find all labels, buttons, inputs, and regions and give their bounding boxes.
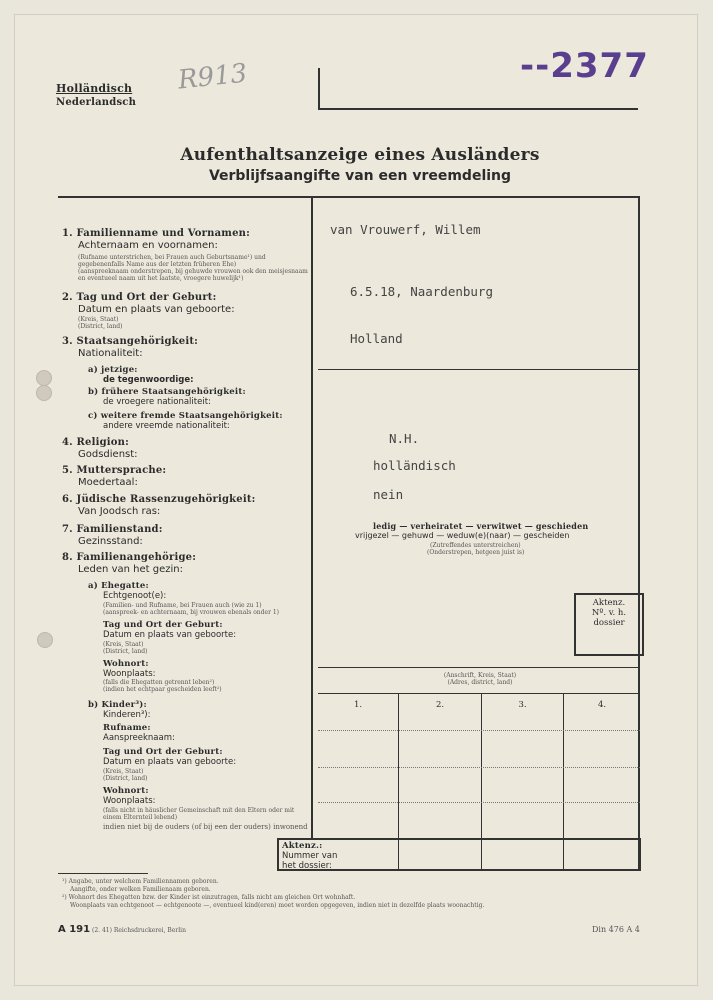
header-bracket-vertical [318,68,320,110]
field-3b-label-de: b) frühere Staatsangehörigkeit: [88,387,246,397]
punch-hole-mid [36,385,52,401]
right-border [638,196,640,870]
value-religion: N.H. [389,431,420,446]
children-guide-1 [318,730,640,731]
language-label-nl: Nederlandsch [56,97,137,108]
field-2-label-nl: Datum en plaats van geboorte: [78,304,235,315]
value-language: holländisch [373,458,456,473]
field-8a-birth-note-de: (Kreis, Staat) [103,641,144,648]
field-1-note-de: (Rufname unterstrichen, bei Frauen auch Geburtsname¹) und gegebenenfalls Name aus der letzten früheren Ehe) [78,254,266,268]
title-nl: Verblijfsaangifte van een vreemdeling [208,168,512,184]
field-8b-label-de: b) Kinder³): [88,700,147,710]
pencil-note: R913 [176,58,249,96]
file-number-box-nl1: Nº. v. h. [591,608,627,618]
field-8a-label-de: a) Ehegatte: [88,581,149,591]
field-4-label-de: 4. Religion: [62,437,130,448]
field-7-label-nl: Gezinsstand: [78,536,143,547]
children-col-4: 4. [597,700,607,710]
value-birth: 6.5.18, Naardenburg [350,284,493,299]
field-8b-birth-note-de: (Kreis, Staat) [103,768,144,775]
field-3a-label-nl: de tegenwoordige: [103,375,194,385]
center-divider [311,196,313,840]
field-8b-name-de: Rufname: [103,723,151,733]
form-code: A 191 [58,924,91,935]
field-8a-note-de: (Familien- und Rufname, bei Frauen auch (wie zu 1) [103,602,262,609]
field-8a-label-nl: Echtgenoot(e): [103,591,167,601]
file-number-box-de: Aktenz. [592,598,626,608]
file-number-box-nl2: dossier [593,618,625,628]
marital-note-nl: (Onderstrepen, hetgeen juist is) [427,549,525,556]
field-8b-birth-nl: Datum en plaats van geboorte: [103,757,237,767]
field-8a-birth-nl: Datum en plaats van geboorte: [103,630,237,640]
field-8a-res-note-nl: (indien het echtpaar gescheiden leeft²) [103,686,222,693]
value-name: van Vrouwerf, Willem [330,222,481,237]
field-3-label-nl: Nationaliteit: [78,348,143,359]
field-1-label-nl: Achternaam en voornamen: [78,240,218,251]
field-1-note-nl: (aanspreeknaam onderstrepen, bij gehuwde vrouwen ook den meisjesnaam en eventueel naam uit het laatste, vroegere huwelijk¹) [78,268,308,282]
value-nationality: Holland [350,331,403,346]
field-4-label-nl: Godsdienst: [78,449,138,460]
field-8a-res-note-de: (falls die Ehegatten getrennt leben²) [103,679,215,686]
title-de: Aufenthaltsanzeige eines Ausländers [180,145,540,165]
stamp-number: --2377 [520,46,649,86]
field-3a-label-de: a) jetzige: [88,365,138,375]
children-guide-3 [318,802,640,803]
field-8b-label-nl: Kinderen³): [103,710,151,720]
field-8b-birth-de: Tag und Ort der Geburt: [103,747,223,757]
field-8a-note-nl: (aanspreek- en achternaam, bij vrouwen ebenals onder 1) [103,609,280,616]
children-guide-2 [318,767,640,768]
field-8b-res-note-de: (falls nicht in häuslicher Gemeinschaft mit den Eltern oder mit einem Elternteil lebend) [103,807,295,821]
field-6-label-de: 6. Jüdische Rassenzugehörigkeit: [62,494,256,505]
spouse-address-rule [318,667,640,668]
field-3-label-de: 3. Staatsangehörigkeit: [62,336,199,347]
field-8b-res-de: Wohnort: [103,786,149,796]
children-col-2: 2. [435,700,445,710]
field-2-label-de: 2. Tag und Ort der Geburt: [62,292,217,303]
field-8-label-de: 8. Familienangehörige: [62,552,197,563]
header-bracket-horizontal [318,108,638,110]
field-8b-name-nl: Aanspreeknaam: [103,733,175,743]
children-col-1: 1. [353,700,363,710]
field-8a-birth-de: Tag und Ort der Geburt: [103,620,223,630]
children-header-rule [318,693,640,694]
language-label-de: Holländisch [56,82,133,95]
marital-status-de: ledig — verheiratet — verwitwet — geschieden [373,521,589,531]
field-3c-label-de: c) weitere fremde Staatsangehörigkeit: [88,411,283,421]
address-note-nl: (Adres, district, land) [447,679,513,686]
punch-hole-bottom [37,632,53,648]
field-8b-res-nl: Woonplaats: [103,796,156,806]
field-3c-label-nl: andere vreemde nationaliteit: [103,421,230,431]
din-format: Din 476 A 4 [592,925,640,934]
field-8-label-nl: Leden van het gezin: [78,564,183,575]
field-6-label-nl: Van Joodsch ras: [78,506,161,517]
footnote-rule [58,873,148,874]
footnote-2-nl: Woonplaats van echtgenoot — echtgenoote —, eventueel kind(eren) moet worden opgegeven, indien niet in dezelfde plaats woonachtig. [70,902,485,909]
field-2-note-nl: (District, land) [78,323,123,330]
field-3b-label-nl: de vroegere nationaliteit: [103,397,211,407]
bottom-box-divider [398,838,399,871]
nationality-rule [318,369,640,370]
field-8a-res-de: Wohnort: [103,659,149,669]
printer-info: (2. 41) Reichsdruckerei, Berlin [92,927,186,934]
footnote-1-nl: Aangifte, onder welken Familienaam geboren. [70,886,211,893]
footnote-2-de: ²) Wohnort des Ehegatten bzw. der Kinder ist einzutragen, falls nicht am gleichen Ort wohnhaft. [62,894,356,901]
field-8a-res-nl: Woonplaats: [103,669,156,679]
footnote-1-de: ¹) Angabe, unter welchem Familiennamen geboren. [62,878,219,885]
field-1-label-de: 1. Familienname und Vornamen: [62,228,250,239]
field-8b-birth-note-nl: (District, land) [103,775,148,782]
address-note-de: (Anschrift, Kreis, Staat) [443,672,517,679]
marital-note-de: (Zutreffendes unterstreichen) [430,542,521,549]
field-5-label-nl: Moedertaal: [78,477,138,488]
bottom-box-nl1: Nummer van [282,851,338,861]
field-8b-res-note-nl: indien niet bij de ouders (of bij een der ouders) inwonend [103,823,308,831]
children-col-3: 3. [518,700,527,710]
field-8a-birth-note-nl: (District, land) [103,648,148,655]
marital-status-nl: vrijgezel — gehuwd — weduw(e)(naar) — gescheiden [355,531,570,540]
top-rule [58,196,640,198]
field-7-label-de: 7. Familienstand: [62,524,163,535]
field-2-note-de: (Kreis, Staat) [78,316,119,323]
field-5-label-de: 5. Muttersprache: [62,465,167,476]
bottom-box-nl2: het dossier: [282,861,332,871]
punch-hole-top [36,370,52,386]
value-jewish: nein [373,487,404,502]
bottom-box-de: Aktenz.: [282,841,323,851]
